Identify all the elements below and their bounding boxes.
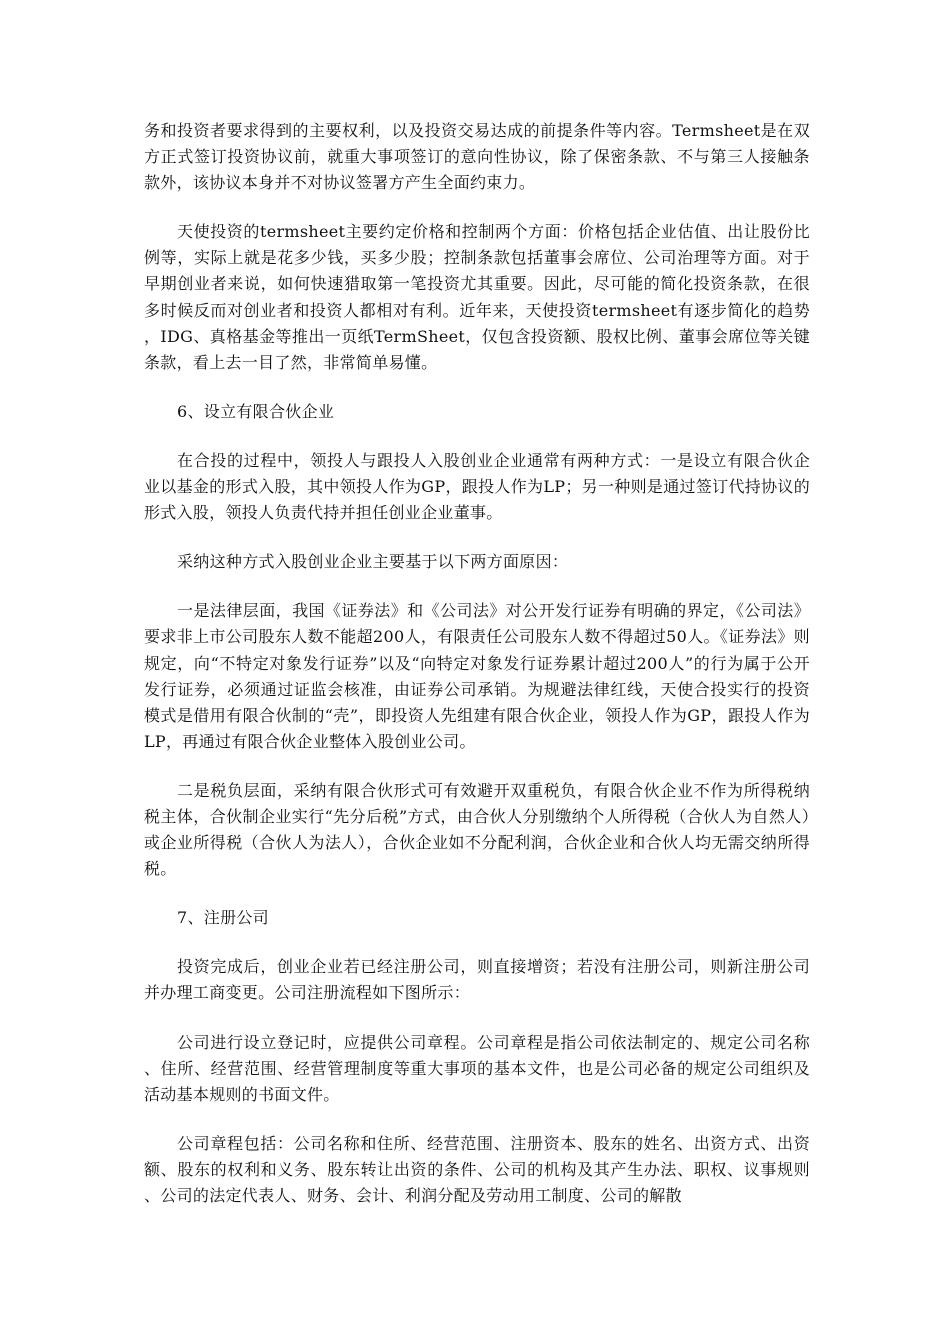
paragraph-legal-reason: 一是法律层面，我国《证券法》和《公司法》对公开发行证券有明确的界定，《公司法》要求非上市公司股东人数不能超200人，有限责任公司股东人数不得超过50人。《证券法》则规定，向“不特定对象发行证券”以及“向特定对象发行证券累计超过200人”的行为属于公开发行证券，必须通过证监会核准，由证券公司承销。为规避法律红线，天使合投实行的投资模式是借用有限合伙制的“壳”，即投资人先组建有限合伙企业，领投人作为GP，跟投人作为LP，再通过有限合伙企业整体入股创业公司。 — [144, 601, 810, 751]
document-body — [144, 118, 810, 1232]
paragraph-registration-process: 投资完成后，创业企业若已经注册公司，则直接增资；若没有注册公司，则新注册公司并办理工商变更。公司注册流程如下图所示： — [144, 957, 810, 1003]
paragraph-reasons-intro: 采纳这种方式入股创业企业主要基于以下两方面原因： — [177, 552, 569, 572]
paragraph-tax-reason: 二是税负层面，采纳有限合伙形式可有效避开双重税负，有限合伙企业不作为所得税纳税主体，合伙制企业实行“先分后税”方式，由合伙人分别缴纳个人所得税（合伙人为自然人）或企业所得税（合伙人为法人），合伙企业如不分配利润，合伙企业和合伙人均无需交纳所得税。 — [144, 780, 810, 879]
paragraph-angel-termsheet: 天使投资的termsheet主要约定价格和控制两个方面：价格包括企业估值、出让股份比例等，实际上就是花多少钱，买多少股；控制条款包括董事会席位、公司治理等方面。对于早期创业者来说，如何快速猎取第一笔投资尤其重要。因此，尽可能的简化投资条款，在很多时候反而对创业者和投资人都相对有利。近年来，天使投资termsheet有逐步简化的趋势，IDG、真格基金等推出一页纸TermSheet，仅包含投资额、股权比例、董事会席位等关键条款，看上去一目了然，非常简单易懂。 — [144, 222, 810, 372]
paragraph-co-investment-methods: 在合投的过程中，领投人与跟投人入股创业企业通常有两种方式：一是设立有限合伙企业以基金的形式入股，其中领投人作为GP，跟投人作为LP；另一种则是通过签订代持协议的形式入股，领投人负责代持并担任创业企业董事。 — [144, 450, 810, 523]
section-heading-register-company: 7、注册公司 — [177, 908, 269, 928]
section-heading-limited-partnership: 6、设立有限合伙企业 — [177, 401, 335, 421]
paragraph-articles-contents: 公司章程包括：公司名称和住所、经营范围、注册资本、股东的姓名、出资方式、出资额、股东的权利和义务、股东转让出资的条件、公司的机构及其产生办法、职权、议事规则、公司的法定代表人、财务、会计、利润分配及劳动用工制度、公司的解散 — [144, 1133, 810, 1205]
paragraph-termsheet-definition: 务和投资者要求得到的主要权利，以及投资交易达成的前提条件等内容。Termsheet是在双方正式签订投资协议前，就重大事项签订的意向性协议，除了保密条款、不与第三人接触条款外，该协议本身并不对协议签署方产生全面约束力。 — [144, 121, 810, 193]
paragraph-articles-of-association: 公司进行设立登记时，应提供公司章程。公司章程是指公司依法制定的、规定公司名称、住所、经营范围、经营管理制度等重大事项的基本文件，也是公司必备的规定公司组织及活动基本规则的书面文件。 — [144, 1032, 810, 1104]
